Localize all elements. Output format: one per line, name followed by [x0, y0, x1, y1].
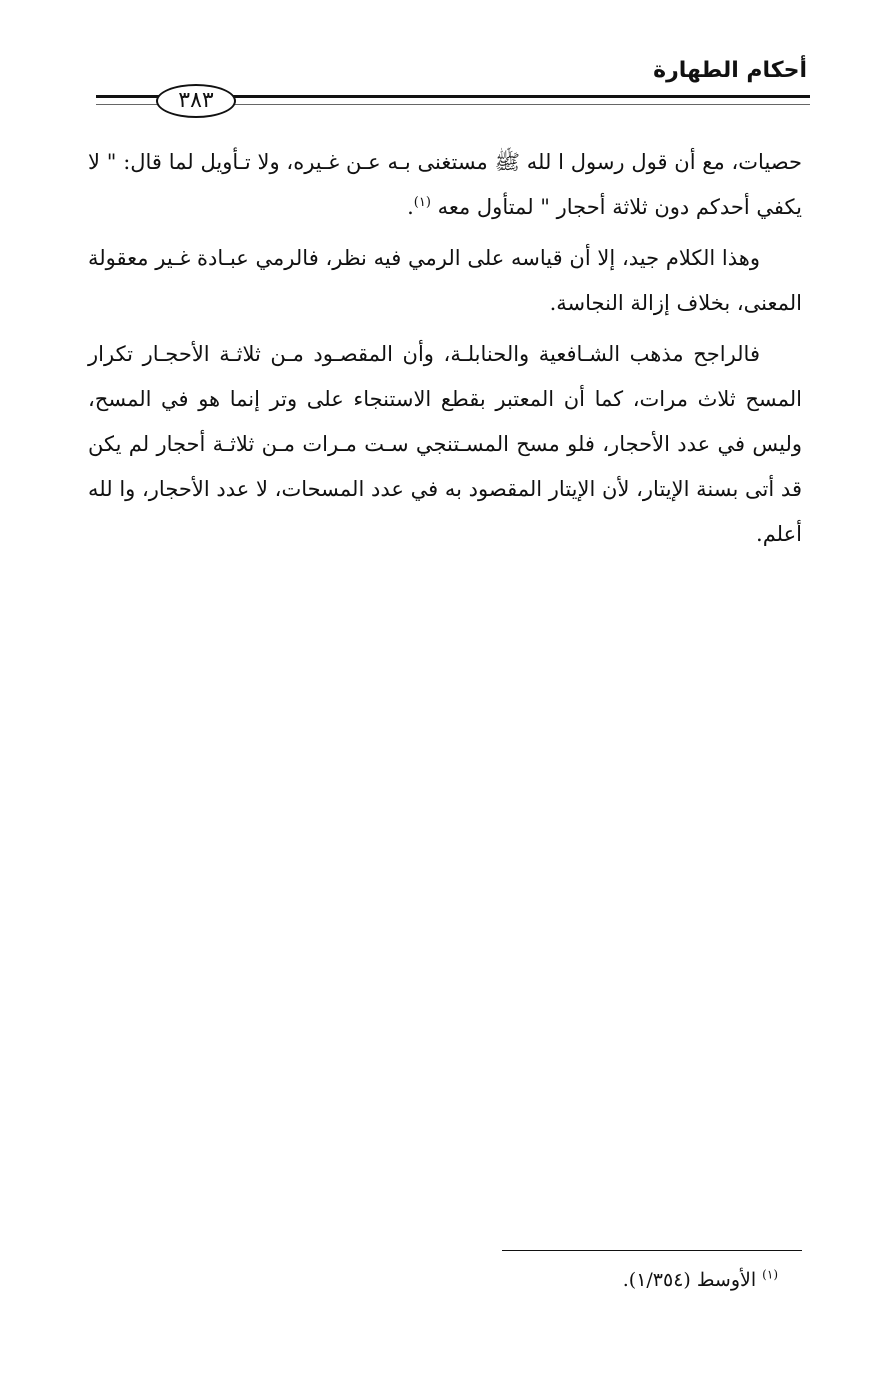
- paragraph-1-text: حصيات، مع أن قول رسول ا لله ﷺ مستغنى بـه عـن غـيره، ولا تـأويل لما قال: " لا يكفي أحدكم دون ثلاثة أحجار " لمتأول معه: [88, 150, 802, 219]
- footnote-separator: [502, 1250, 802, 1251]
- footnote-text: الأوسط (١/٣٥٤).: [622, 1269, 757, 1291]
- page-number: ٣٨٣: [156, 84, 236, 118]
- paragraph-2: [88, 236, 802, 326]
- paragraph-3-text: فالراجح مذهب الشـافعية والحنابلـة، وأن المقصـود مـن ثلاثـة الأحجـار تكرار المسح ثلاث مرات، كما أن المعتبر بقطع الاستنجاء على وتر إنما هو في المسح، وليس في عدد الأحجار، فلو مسح المسـتنجي سـت مـرات مـن ثلاثـة أحجار لم يكن قد أتى بسنة الإيتار، لأن الإيتار المقصود به في عدد المسحات، لا عدد الأحجار، وا لله أعلم.: [88, 342, 802, 546]
- paragraph-2-text: وهذا الكلام جيد، إلا أن قياسه على الرمي فيه نظر، فالرمي عبـادة غـير معقولة المعنى، بخلاف إزالة النجاسة.: [88, 246, 802, 315]
- paragraph-1: [88, 140, 802, 230]
- paragraph-3: [88, 332, 802, 557]
- footnote-1: [623, 1264, 778, 1296]
- paragraph-1-end: .: [407, 195, 414, 219]
- running-title: أحكام الطهارة: [653, 58, 807, 83]
- footnote-mark: (١): [762, 1267, 778, 1282]
- body-text: [88, 140, 802, 563]
- footnote-reference: (١): [413, 195, 431, 210]
